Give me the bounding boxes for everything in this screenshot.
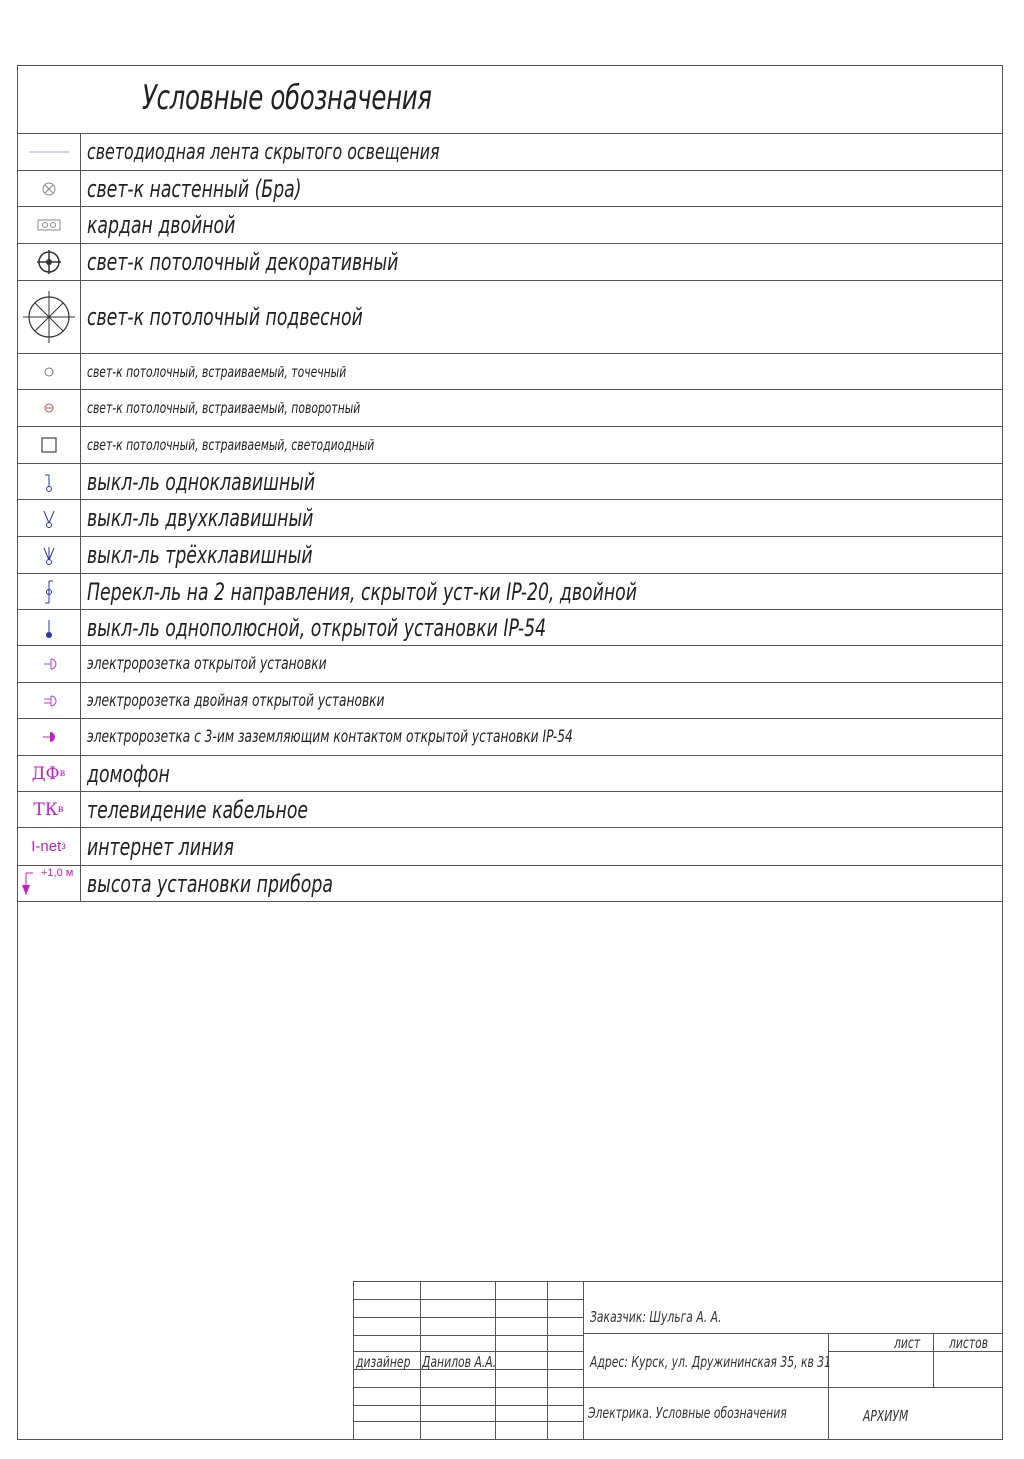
legend-row bbox=[17, 170, 1003, 206]
legend-text: светодиодная лента скрытого освещения bbox=[87, 139, 440, 165]
legend-text: высота установки прибора bbox=[87, 869, 333, 898]
legend-text: выкл-ль двухклавишный bbox=[87, 504, 314, 532]
legend-text: свет-к потолочный подвесной bbox=[87, 303, 363, 331]
grounded-socket-ip54-icon bbox=[17, 719, 81, 755]
internet-symbol: I-net з bbox=[17, 828, 81, 865]
legend-text: выкл-ль одноклавишный bbox=[87, 467, 316, 496]
legend-text: свет-к потолочный, встраиваемый, поворотный bbox=[87, 399, 361, 417]
org-name: АРХИУМ bbox=[863, 1407, 909, 1425]
legend-text: свет-к потолочный, встраиваемый, светодиодный bbox=[87, 436, 375, 454]
page-title: Условные обозначения bbox=[142, 78, 432, 118]
recessed-spot-icon bbox=[17, 354, 81, 389]
legend-row bbox=[17, 243, 1003, 280]
legend-row bbox=[17, 499, 1003, 536]
legend-text: интернет линия bbox=[87, 832, 234, 861]
legend-text: свет-к потолочный декоративный bbox=[87, 248, 399, 276]
legend-row bbox=[17, 791, 1003, 827]
legend-row bbox=[17, 426, 1003, 463]
sheets-label: листов bbox=[949, 1334, 989, 1352]
legend-text: выкл-ль однополюсной, открытой установки IP-54 bbox=[87, 613, 547, 642]
legend-text: кардан двойной bbox=[87, 211, 236, 239]
subject-text: Электрика. Условные обозначения bbox=[588, 1404, 787, 1422]
wall-lamp-icon bbox=[17, 171, 81, 206]
triple-switch-icon bbox=[17, 537, 81, 573]
cable-tv-symbol: ТК в bbox=[17, 792, 81, 827]
address-text: Адрес: Курск, ул. Дружининская 35, кв 31 bbox=[590, 1353, 832, 1371]
sheet-label: лист bbox=[894, 1334, 921, 1352]
legend-row bbox=[17, 573, 1003, 609]
single-pole-switch-ip54-icon bbox=[17, 610, 81, 645]
customer-text: Заказчик: Шульга А. А. bbox=[590, 1308, 722, 1326]
designer-name: Данилов А.А. bbox=[422, 1353, 497, 1371]
legend-text: свет-к потолочный, встраиваемый, точечный bbox=[87, 362, 347, 381]
legend-row bbox=[17, 718, 1003, 755]
legend-text: выкл-ль трёхклавишный bbox=[87, 541, 313, 569]
legend-text: Перекл-ль на 2 направления, скрытой уст-ки IP-20, двойной bbox=[87, 577, 637, 606]
legend-text: домофон bbox=[87, 759, 170, 788]
legend-row bbox=[17, 463, 1003, 499]
height-value: +1,0 м bbox=[41, 867, 74, 879]
double-switch-icon bbox=[17, 500, 81, 536]
legend-row bbox=[17, 536, 1003, 573]
legend-row bbox=[17, 682, 1003, 718]
double-cardan-icon bbox=[17, 207, 81, 243]
legend-text: электророзетка с 3-им заземляющим контактом открытой установки IP-54 bbox=[87, 727, 573, 747]
two-way-switch-icon bbox=[17, 574, 81, 609]
legend-row bbox=[17, 609, 1003, 645]
legend-row bbox=[17, 865, 1003, 902]
legend-text: свет-к настенный (Бра) bbox=[87, 174, 302, 203]
ceiling-pendant-lamp-icon bbox=[17, 281, 81, 353]
legend-text: электророзетка открытой установки bbox=[87, 654, 327, 674]
legend-row bbox=[17, 389, 1003, 426]
socket-icon bbox=[17, 646, 81, 682]
legend-row bbox=[17, 353, 1003, 389]
legend-row bbox=[17, 645, 1003, 682]
legend-row bbox=[17, 280, 1003, 353]
recessed-led-square-icon bbox=[17, 427, 81, 463]
double-socket-icon bbox=[17, 683, 81, 718]
legend-text: электророзетка двойная открытой установки bbox=[87, 690, 385, 711]
legend-row bbox=[17, 755, 1003, 791]
single-switch-icon bbox=[17, 464, 81, 499]
recessed-rotary-icon bbox=[17, 390, 81, 426]
legend-row bbox=[17, 206, 1003, 243]
legend-text: телевидение кабельное bbox=[87, 795, 309, 824]
legend-row bbox=[17, 133, 1003, 170]
ceiling-decorative-lamp-icon bbox=[17, 244, 81, 280]
legend-row bbox=[17, 827, 1003, 865]
led-strip-line-icon bbox=[17, 134, 81, 170]
height-marker-icon bbox=[17, 866, 81, 901]
role-text: дизайнер bbox=[356, 1353, 411, 1371]
title-block bbox=[353, 1281, 1003, 1440]
intercom-symbol: ДФ в bbox=[17, 756, 81, 791]
